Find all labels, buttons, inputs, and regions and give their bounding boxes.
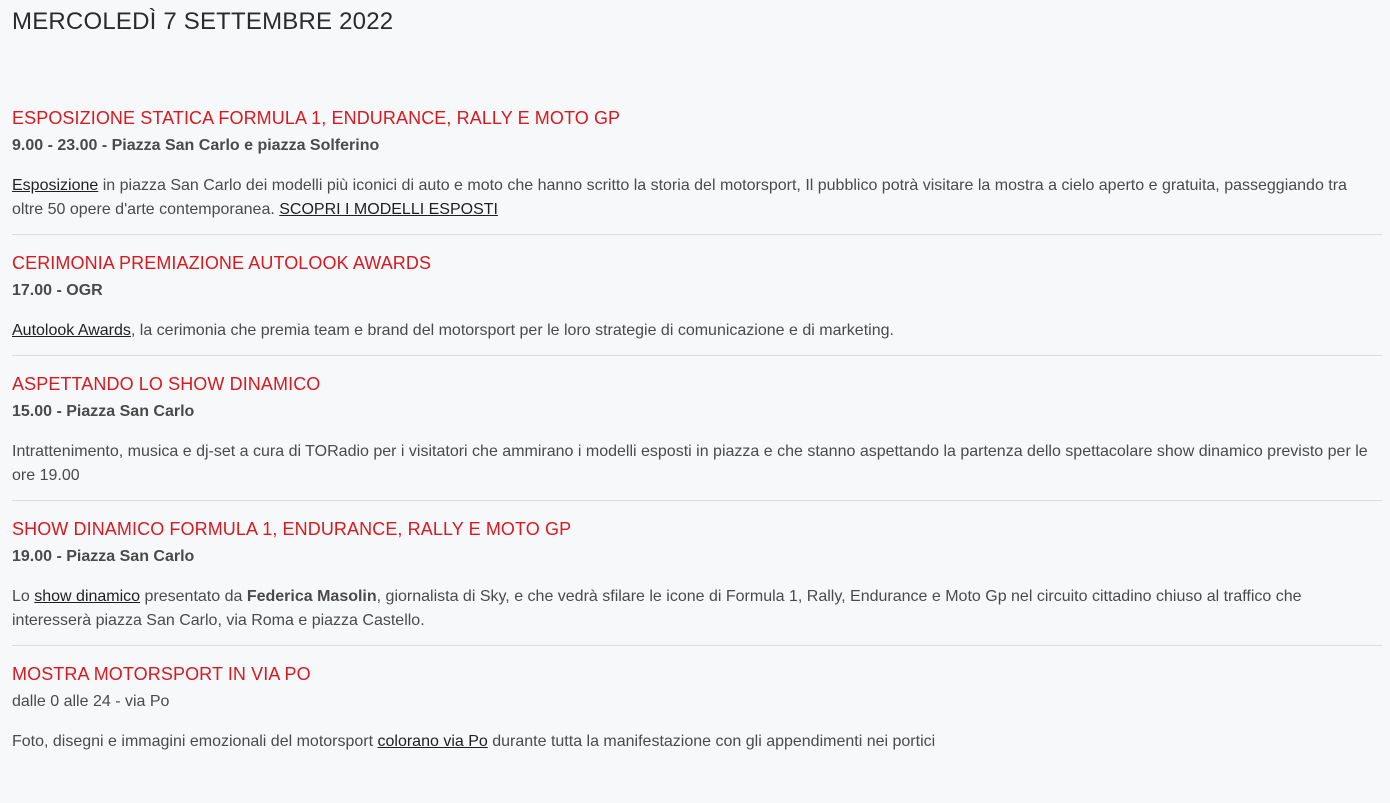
event-time: 15.00 - Piazza San Carlo xyxy=(12,403,195,420)
esposizione-link[interactable]: Esposizione xyxy=(12,177,99,194)
description-text: , giornalista di Sky, e che vedrà sfilare le icone di Formula 1, Rally, Endurance e Moto Gp nel circuito cittadino chiuso al traffico che interesserà piazza San Carlo, via Roma e piazza Castello. xyxy=(12,588,1302,629)
scopri-modelli-link[interactable]: SCOPRI I MODELLI ESPOSTI xyxy=(279,201,498,218)
autolook-awards-link[interactable]: Autolook Awards xyxy=(12,322,131,339)
event-title: MOSTRA MOTORSPORT IN VIA PO xyxy=(12,664,311,684)
event-time: dalle 0 alle 24 - via Po xyxy=(12,693,170,710)
event-item xyxy=(12,370,1382,501)
event-time: 9.00 - 23.00 - Piazza San Carlo e piazza Solferino xyxy=(12,137,380,154)
events-list xyxy=(12,104,1382,780)
event-item xyxy=(12,104,1382,235)
description-text: durante tutta la manifestazione con gli appendimenti nei portici xyxy=(487,733,936,750)
event-description xyxy=(12,319,1382,343)
show-dinamico-link[interactable]: show dinamico xyxy=(34,588,141,605)
event-description xyxy=(12,730,1382,754)
description-text: in piazza San Carlo dei modelli più iconici di auto e moto che hanno scritto la storia del motorsport, Il pubblico potrà visitare la mostra a cielo aperto e gratuita, passeggiando tra oltre 50 opere d'arte contemporanea. xyxy=(12,177,1347,218)
event-description xyxy=(12,440,1382,488)
event-title: SHOW DINAMICO FORMULA 1, ENDURANCE, RALLY E MOTO GP xyxy=(12,519,572,539)
event-item xyxy=(12,515,1382,646)
event-title: ASPETTANDO LO SHOW DINAMICO xyxy=(12,374,321,394)
event-item xyxy=(12,660,1382,766)
event-title: CERIMONIA PREMIAZIONE AUTOLOOK AWARDS xyxy=(12,253,432,273)
presenter-name: Federica Masolin xyxy=(246,588,377,605)
description-text: , la cerimonia che premia team e brand del motorsport per le loro strategie di comunicazione e di marketing. xyxy=(130,322,894,339)
description-text: presentato da xyxy=(140,588,247,605)
colorano-via-po-link[interactable]: colorano via Po xyxy=(377,733,488,750)
description-text: Foto, disegni e immagini emozionali del motorsport xyxy=(12,733,378,750)
event-description xyxy=(12,585,1382,633)
event-title: ESPOSIZIONE STATICA FORMULA 1, ENDURANCE, RALLY E MOTO GP xyxy=(12,108,621,128)
event-time: 17.00 - OGR xyxy=(12,282,103,299)
description-text: Intrattenimento, musica e dj-set a cura di TORadio per i visitatori che ammirano i modelli esposti in piazza e che stanno aspettando la partenza dello spettacolare show dinamico previsto per le ore 19.00 xyxy=(12,443,1368,484)
description-text: Lo xyxy=(12,588,35,605)
event-description xyxy=(12,174,1382,222)
day-title: MERCOLEDÌ 7 SETTEMBRE 2022 xyxy=(12,8,394,35)
event-time: 19.00 - Piazza San Carlo xyxy=(12,548,195,565)
event-item xyxy=(12,249,1382,356)
